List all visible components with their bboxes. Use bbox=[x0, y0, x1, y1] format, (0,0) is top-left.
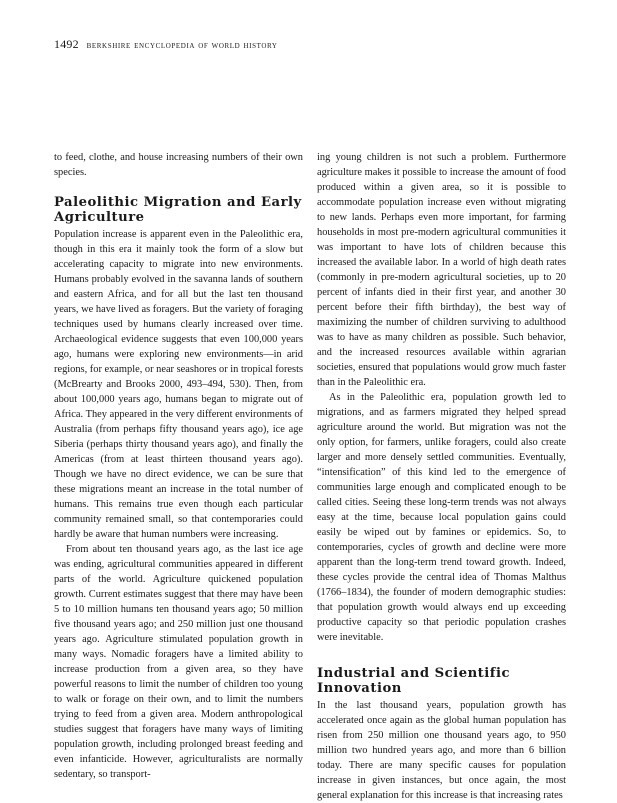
page-number: 1492 bbox=[54, 37, 79, 51]
running-header bbox=[54, 37, 278, 52]
running-title: berkshire encyclopedia of world history bbox=[86, 40, 278, 51]
paragraph: As in the Paleolithic era, population growth led to migrations, and as farmers migrated they helped spread agriculture around the world. But migration was not the only option, for farmers, unlike foragers, could also create larger and more densely settled communities. Eventually, “intensification” of this kind led to the emergence of communities large enough and complicated enough to be called cities. Seeing these long-term trends was not always easy at the time, because local population gains could easily be wiped out by famines or epidemics. So, to contemporaries, cycles of growth and decline were more apparent than the long-term trend toward growth. Indeed, these cycles provide the central idea of Thomas Malthus (1766–1834), the founder of modern demographic studies: that population growth would always end up exceeding productive capacity so that periodic population crashes were inevitable. bbox=[317, 392, 566, 643]
paragraph-continued: ing young children is not such a problem. Furthermore agriculture makes it possible to increase the amount of food produced within a given area, so it is possible to accommodate population increase even without migrating to new lands. Perhaps even more important, for farming households in most pre-modern agricultural communities it was important to have lots of children because this increased the available labor. In a world of high death rates (commonly in pre-modern agricultural societies, up to 20 percent of infants died in their first year, and another 30 percent before their fifth birthday), the best way of maximizing the number of children surviving to adulthood was to have as many children as possible. Such behavior, and the increased resources available within agrarian societies, ensured that populations would grow much faster than in the Paleolithic era. bbox=[317, 152, 566, 388]
paragraph: From about ten thousand years ago, as the last ice age was ending, agricultural communities appeared in different parts of the world. Agriculture quickened population growth. Current estimates suggest that there may have been 5 to 10 million humans ten thousand years ago; 50 million five thousand years ago; and 250 million just one thousand years ago. Agriculture stimulated population growth in many ways. Nomadic foragers have a limited ability to increase production from a given area, so they have powerful reasons to limit the number of children too young to walk or forage on their own, and to limit the numbers trying to feed from a given area. Modern anthropological studies suggest that foragers have many ways of limiting population growth, including prolonged breast feeding and even infanticide. However, agriculturalists are normally sedentary, so transport- bbox=[54, 543, 303, 780]
section-heading-paleolithic: Paleolithic Migration and Early Agriculture bbox=[54, 195, 302, 226]
paragraph: In the last thousand years, population growth has accelerated once again as the global human population has risen from 250 million one thousand years ago, to 950 million two hundred years ago, and more than 6 billion today. There are many specific causes for population increase in given instances, but once again, the most general explanation for this increase is that increasing rates bbox=[317, 699, 566, 801]
paragraph: Population increase is apparent even in the Paleolithic era, though in this era it mainly took the form of a slow but accelerating capacity to migrate into new environments. Humans probably evolved in the savanna lands of southern and eastern Africa, and for all but the last ten thousand years, we have lived as foragers. But the variety of foraging techniques used by humans clearly increased over time. Archaeological evidence suggests that even 100,000 years ago, humans were exploring new environments—in arid regions, for example, or near seashores or in tropical forests (McBrearty and Brooks 2000, 493–494, 530). Then, from about 100,000 years ago, humans began to migrate out of Africa. They appeared in the very different environments of Australia (from perhaps fifty thousand years ago), ice age Siberia (perhaps thirty thousand years ago), and finally the Americas (from at least thirteen thousand years ago). Though we have no direct evidence, we can be sure that these migrations meant an increase in the total number of humans. This remains true even though each particular community remained small, so that contemporaries could hardly be aware that human numbers were increasing. bbox=[54, 228, 303, 540]
paragraph-intro: to feed, clothe, and house increasing numbers of their own species. bbox=[54, 152, 303, 178]
right-column bbox=[317, 150, 566, 803]
left-column bbox=[54, 150, 303, 782]
section-heading-industrial: Industrial and Scientific Innovation bbox=[317, 666, 510, 697]
